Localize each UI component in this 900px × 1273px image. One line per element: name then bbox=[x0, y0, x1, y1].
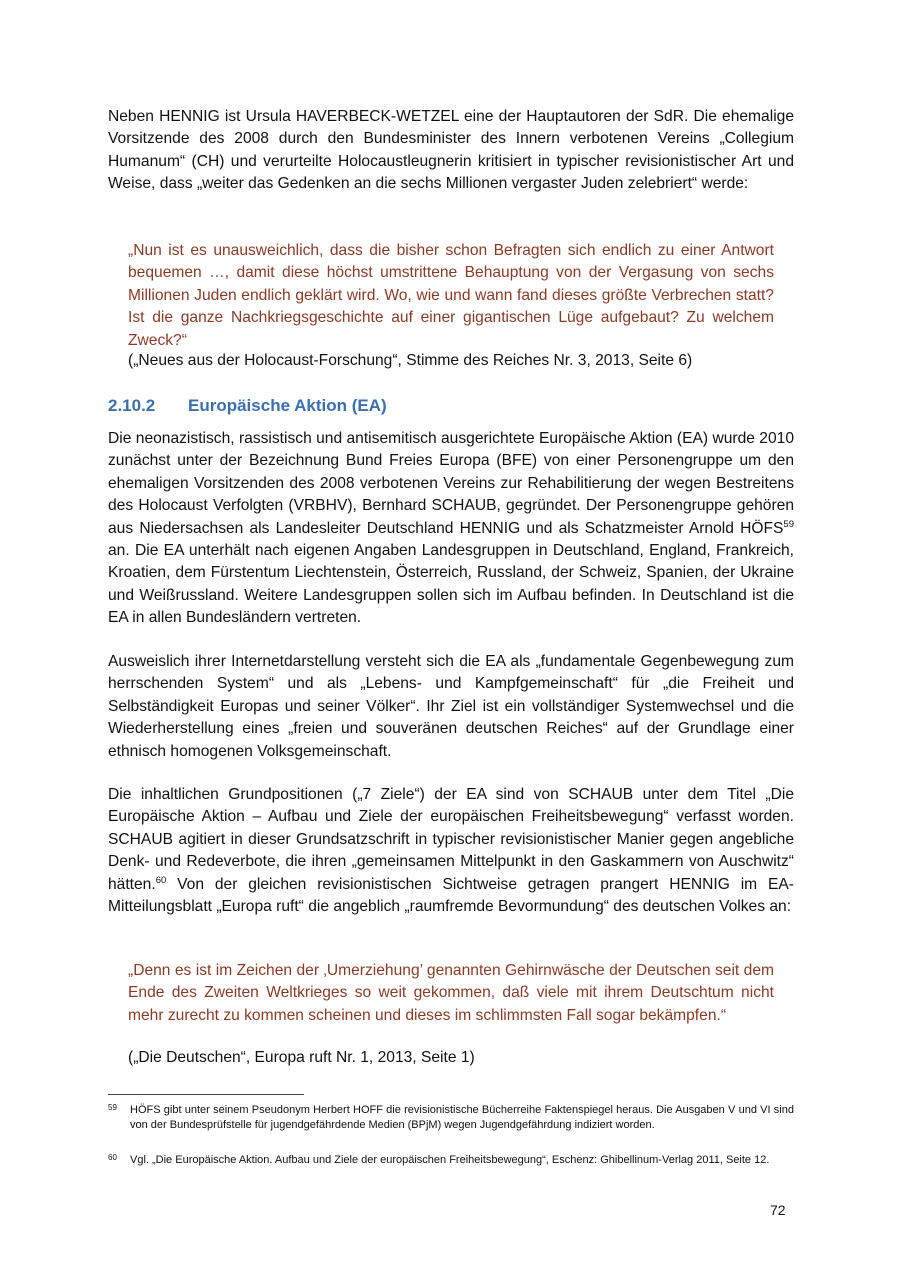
quote-source-2: („Die Deutschen“, Europa ruft Nr. 1, 2013, Seite 1) bbox=[128, 1049, 475, 1066]
quote-haverbeck: „Nun ist es unausweichlich, dass die bisher schon Befragten sich endlich zu einer Antwort bequemen …, damit diese höchst umstrittene Behauptung von der Vergasung von sechs Millionen Juden endlich geklärt wird. Wo, wie und wann fand dieses größte Verbrechen statt? Ist die ganze Nachkriegsgeschichte auf einer gigantischen Lüge aufgebaut? Zu welchem Zweck?“ bbox=[128, 242, 774, 349]
footnote-text: Vgl. „Die Europäische Aktion. Aufbau und Ziele der europäischen Freiheitsbewegung“, Eschenz: Ghibellinum-Verlag 2011, Seite 12. bbox=[130, 1154, 770, 1166]
section-heading bbox=[108, 396, 387, 416]
paragraph-text: Von der gleichen revisionistischen Sichtweise getragen prangert HENNIG im EA-Mitteilungsblatt „Europa ruft“ die angeblich „raumfremde Bevormundung“ des deutschen Volkes an: bbox=[108, 875, 794, 916]
footnote-number: 60 bbox=[108, 1153, 117, 1162]
page-number: 72 bbox=[770, 1202, 786, 1218]
section-number: 2.10.2 bbox=[108, 396, 156, 415]
paragraph-haverbeck: Neben HENNIG ist Ursula HAVERBECK-WETZEL eine der Hauptautoren der SdR. Die ehemalige Vorsitzende des 2008 durch den Bundesminister des Innern verbotenen Vereins „Collegium Humanum“ (CH) und verurteilte Holocaustleugnerin kritisiert in typischer revisionistischer Art und Weise, dass „weiter das Gedenken an die sechs Millionen vergaster Juden zelebriert“ werde: bbox=[108, 108, 794, 193]
paragraph-text: an. Die EA unterhält nach eigenen Angaben Landesgruppen in Deutschland, England, Frankreich, Kroatien, dem Fürstentum Liechtenstein, Österreich, Russland, der Schweiz, Spanien, der Ukraine und Weißrussland. Weitere Landesgruppen sollen sich im Aufbau befinden. In Deutschland ist die EA in allen Bundesländern vertreten. bbox=[108, 542, 794, 627]
footnote-text: HÖFS gibt unter seinem Pseudonym Herbert HOFF die revisionistische Bücherreihe Faktenspiegel heraus. Die Ausgaben V und VI sind von der Bundesprüfstelle für jugendgefährdende Medien (BPjM) wegen Jugendgefährdung indiziert worden. bbox=[130, 1104, 794, 1132]
footnote-60 bbox=[108, 1153, 794, 1168]
footnote-ref-59[interactable]: 59 bbox=[783, 518, 794, 530]
paragraph-ea-founding bbox=[108, 428, 794, 630]
footnote-ref-60[interactable]: 60 bbox=[155, 874, 167, 886]
quote-hennig: „Denn es ist im Zeichen der ‚Umerziehung’ genannten Gehirnwäsche der Deutschen seit dem Ende des Zweiten Weltkrieges so weit gekommen, daß viele mit ihrem Deutschtum nicht mehr zurecht zu kommen scheinen und dieses im schlimmsten Fall sogar bekämpfen.“ bbox=[128, 962, 774, 1024]
paragraph-text: Die inhaltlichen Grundpositionen („7 Ziele“) der EA sind von SCHAUB unter dem Titel „Die Europäische Aktion – Aufbau und Ziele der europäischen Freiheitsbewegung“ verfasst worden. SCHAUB agitiert in dieser Grundsatzschrift in typischer revisionistischer Manier gegen angebliche Denk- und Redeverbote, die ihren „gemeinsamen Mittelpunkt in den Gaskammern von Auschwitz“ hätten. bbox=[108, 786, 794, 893]
paragraph-ea-positions bbox=[108, 784, 794, 918]
section-title: Europäische Aktion (EA) bbox=[188, 396, 387, 415]
footnote-59 bbox=[108, 1103, 794, 1133]
paragraph-ea-self-image: Ausweislich ihrer Internetdarstellung versteht sich die EA als „fundamentale Gegenbewegung zum herrschenden System“ und als „Lebens- und Kampfgemeinschaft“ für „die Freiheit und Selbständigkeit Europas und seiner Völker“. Ihr Ziel ist ein vollständiger Systemwechsel und die Wiederherstellung eines „freien und souveränen deutschen Reiches“ auf der Grundlage einer ethnisch homogenen Volksgemeinschaft. bbox=[108, 653, 794, 760]
footnote-separator bbox=[108, 1094, 304, 1095]
footnote-number: 59 bbox=[108, 1103, 117, 1112]
quote-source-1: („Neues aus der Holocaust-Forschung“, Stimme des Reiches Nr. 3, 2013, Seite 6) bbox=[128, 352, 693, 369]
paragraph-text: Die neonazistisch, rassistisch und antisemitisch ausgerichtete Europäische Aktion (EA) wurde 2010 zunächst unter der Bezeichnung Bund Freies Europa (BFE) von einer Personengruppe um den ehemaligen Vorsitzenden des 2008 verbotenen Vereins zur Rehabilitierung der wegen Bestreitens des Holocaust Verfolgten (VRBHV), Bernhard SCHAUB, gegründet. Der Personengruppe gehören aus Niedersachsen als Landesleiter Deutschland HENNIG und als Schatzmeister Arnold HÖFS bbox=[108, 430, 794, 537]
